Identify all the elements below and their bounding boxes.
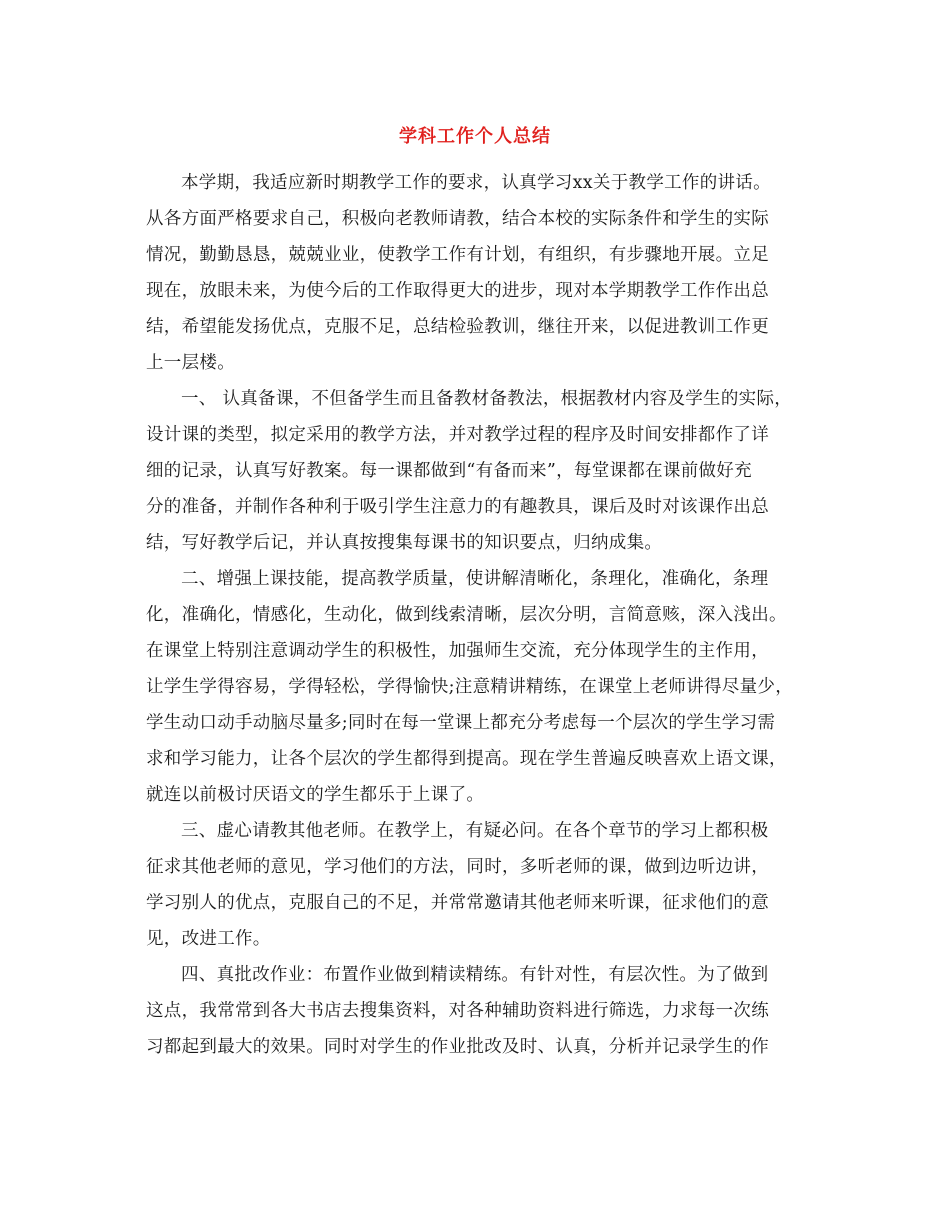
body-text-line: 设计课的类型，拟定采用的教学方法，并对教学过程的程序及时间安排都作了详 [146,425,769,445]
document-title: 学科工作个人总结 [399,126,551,147]
body-text-line: 这点，我常常到各大书店去搜集资料，对各种辅助资料进行筛选，力求每一次练 [146,1001,769,1021]
body-text-line: 结，写好教学后记，并认真按搜集每课书的知识要点，归纳成集。 [146,533,663,553]
body-text-line: 从各方面严格要求自己，积极向老教师请教，结合本校的实际条件和学生的实际 [146,209,769,229]
body-text-line: 上一层楼。 [146,353,235,373]
body-text-line: 细的记录，认真写好教案。每一课都做到“有备而来”，每堂课都在课前做好充 [146,461,752,481]
body-text-line: 本学期，我适应新时期教学工作的要求，认真学习xx关于教学工作的讲话。 [181,173,771,193]
body-text-line: 二、增强上课技能，提高教学质量，使讲解清晰化，条理化，准确化，条理 [181,569,769,589]
body-text-line: 三、虚心请教其他老师。在教学上，有疑必问。在各个章节的学习上都积极 [181,821,769,841]
body-text-line: 学习别人的优点，克服自己的不足，并常常邀请其他老师来听课，征求他们的意 [146,893,769,913]
body-text-line: 习都起到最大的效果。同时对学生的作业批改及时、认真，分析并记录学生的作 [146,1037,769,1057]
body-text-line: 分的准备，并制作各种利于吸引学生注意力的有趣教具，课后及时对该课作出总 [146,497,769,517]
body-text-line: 结，希望能发扬优点，克服不足，总结检验教训，继往开来，以促进教训工作更 [146,317,769,337]
body-text-line: 化，准确化，情感化，生动化，做到线索清晰，层次分明，言简意赅，深入浅出。 [146,605,787,625]
body-text-line: 见，改进工作。 [146,929,271,949]
body-text-line: 求和学习能力，让各个层次的学生都得到提高。现在学生普遍反映喜欢上语文课， [146,749,787,769]
body-text-line: 情况，勤勤恳恳，兢兢业业，使教学工作有计划，有组织，有步骤地开展。立足 [146,245,769,265]
body-text-line: 让学生学得容易，学得轻松，学得愉快;注意精讲精练，在课堂上老师讲得尽量少， [146,677,793,697]
body-text-line: 就连以前极讨厌语文的学生都乐于上课了。 [146,785,485,805]
body-text-line: 征求其他老师的意见，学习他们的方法，同时，多听老师的课，做到边听边讲， [146,857,769,877]
body-text-line: 现在，放眼未来，为使今后的工作取得更大的进步，现对本学期教学工作作出总 [146,281,769,301]
body-text-line: 在课堂上特别注意调动学生的积极性，加强师生交流，充分体现学生的主作用， [146,641,769,661]
body-text-line: 学生动口动手动脑尽量多;同时在每一堂课上都充分考虑每一个层次的学生学习需 [146,713,776,733]
body-text-line: 四、真批改作业：布置作业做到精读精练。有针对性，有层次性。为了做到 [181,965,769,985]
body-text-line: 一、 认真备课，不但备学生而且备教材备教法，根据教材内容及学生的实际， [181,389,793,409]
